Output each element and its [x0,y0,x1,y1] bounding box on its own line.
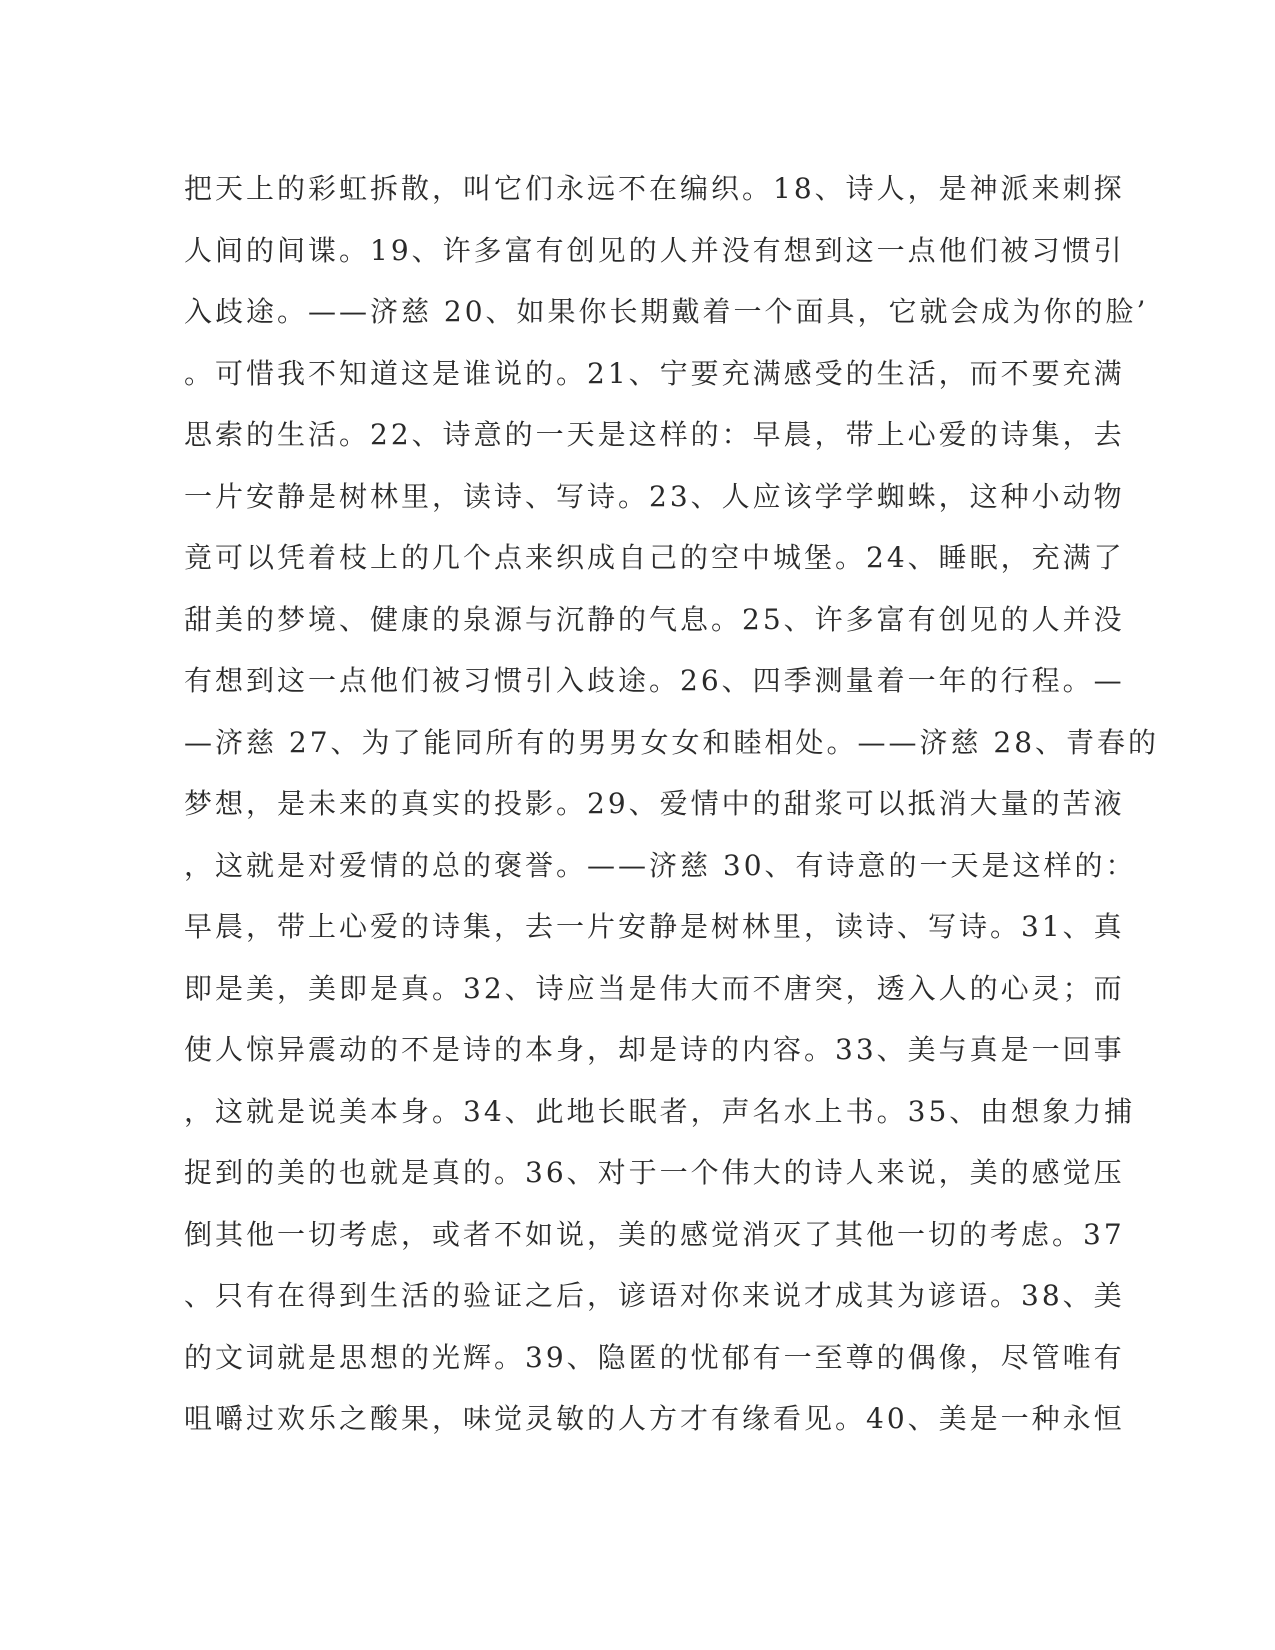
text-line: 咀嚼过欢乐之酸果，味觉灵敏的人方才有缘看见。40、美是一种永恒 [184,1402,1125,1435]
text-line: 甜美的梦境、健康的泉源与沉静的气息。25、许多富有创见的人并没 [184,602,1125,636]
text-line: 竟可以凭着枝上的几个点来织成自己的空中城堡。24、睡眠，充满了 [184,541,1125,574]
text-line: 把天上的彩虹拆散，叫它们永远不在编织。18、诗人，是神派来刺探 [184,172,1125,205]
text-line: 有想到这一点他们被习惯引入歧途。26、四季测量着一年的行程。— [184,664,1125,697]
body-text [184,158,1160,1450]
text-line: 早晨，带上心爱的诗集，去一片安静是树林里，读诗、写诗。31、真 [184,910,1125,943]
text-line: 入歧途。——济慈 20、如果你长期戴着一个面具，它就会成为你的脸’ [184,295,1149,328]
text-line: 思索的生活。22、诗意的一天是这样的：早晨，带上心爱的诗集，去 [184,418,1125,451]
text-line: 。可惜我不知道这是谁说的。21、宁要充满感受的生活，而不要充满 [184,356,1125,390]
text-line: 捉到的美的也就是真的。36、对于一个伟大的诗人来说，美的感觉压 [184,1156,1125,1189]
text-line: —济慈 27、为了能同所有的男男女女和睦相处。——济慈 28、青春的 [184,725,1160,759]
text-line: 梦想，是未来的真实的投影。29、爱情中的甜浆可以抵消大量的苦液 [184,787,1125,820]
text-line: ，这就是对爱情的总的褒誉。——济慈 30、有诗意的一天是这样的： [184,848,1137,882]
text-line: 、只有在得到生活的验证之后，谚语对你来说才成其为谚语。38、美 [184,1279,1125,1312]
text-line: 人间的间谍。19、许多富有创见的人并没有想到这一点他们被习惯引 [184,233,1125,267]
text-line: 即是美，美即是真。32、诗应当是伟大而不唐突，透入人的心灵；而 [184,971,1125,1005]
text-line: ，这就是说美本身。34、此地长眠者，声名水上书。35、由想象力捕 [184,1094,1136,1128]
text-line: 使人惊异震动的不是诗的本身，却是诗的内容。33、美与真是一回事 [184,1033,1125,1066]
text-line: 一片安静是树林里，读诗、写诗。23、人应该学学蜘蛛，这种小动物 [184,479,1125,513]
text-line: 的文词就是思想的光辉。39、隐匿的忧郁有一至尊的偶像，尽管唯有 [184,1340,1125,1374]
text-line: 倒其他一切考虑，或者不如说，美的感觉消灭了其他一切的考虑。37 [184,1217,1125,1251]
